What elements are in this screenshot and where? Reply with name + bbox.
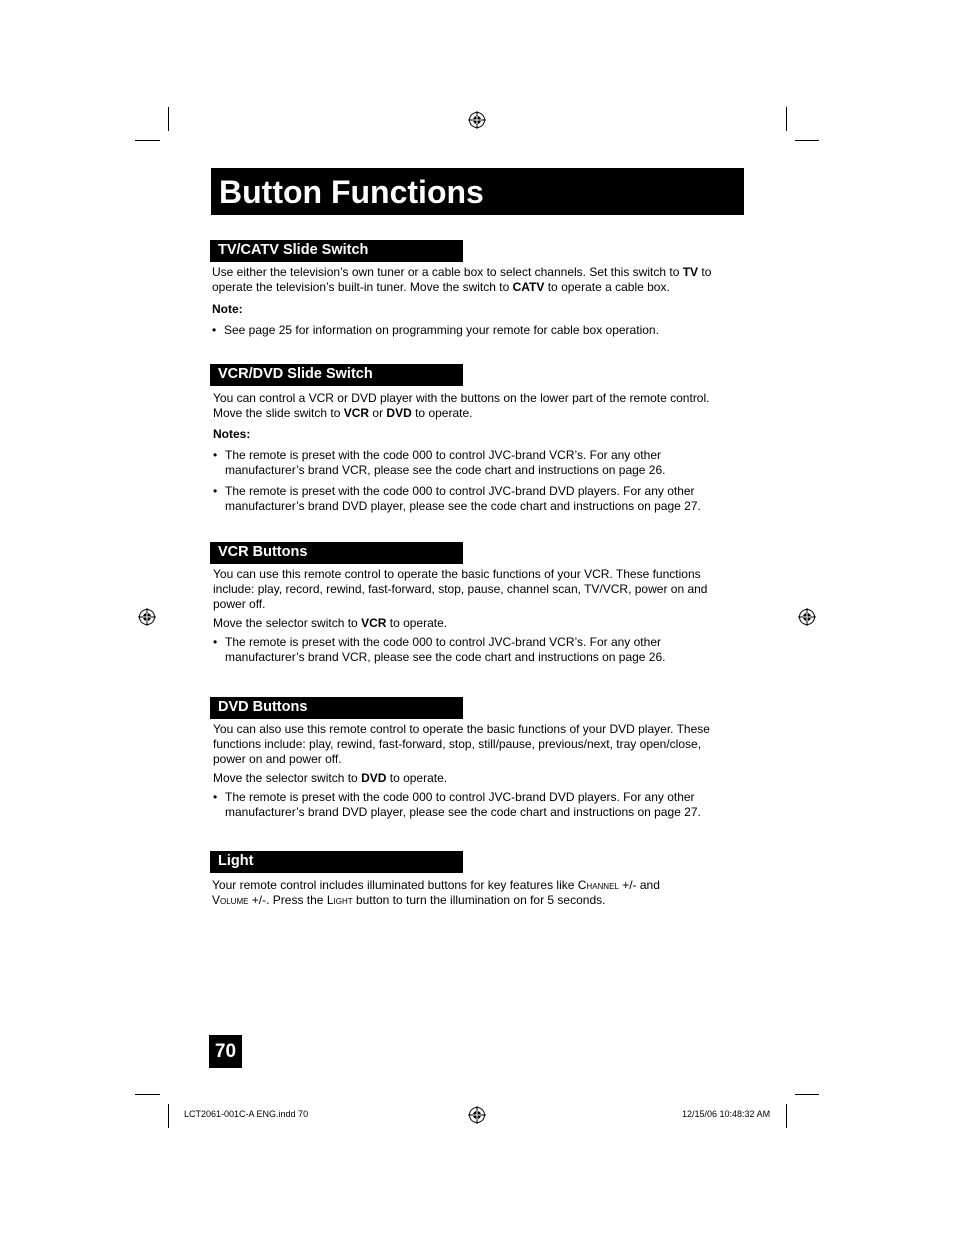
- text: Move the selector switch to: [213, 616, 362, 630]
- paragraph: [212, 280, 670, 295]
- paragraph: power off.: [213, 597, 266, 611]
- text: to operate.: [386, 616, 448, 630]
- bullet-icon: •: [213, 635, 218, 649]
- text: operate the television’s built-in tuner. Move the switch to: [212, 280, 513, 294]
- section-heading-text: Light: [218, 853, 254, 869]
- text: +/- and: [618, 878, 660, 892]
- bold-text: TV: [682, 265, 699, 279]
- bold-text: VCR: [343, 406, 370, 420]
- small-caps-text: Light: [326, 893, 353, 907]
- paragraph: [212, 265, 711, 280]
- paragraph: [212, 893, 605, 908]
- bullet-text: The remote is preset with the code 000 to control JVC-brand DVD players. For any other: [225, 790, 695, 804]
- page-number: 70: [209, 1035, 242, 1068]
- page-title-bar: [211, 168, 744, 215]
- bullet-icon: •: [213, 484, 218, 498]
- paragraph: [213, 406, 472, 421]
- bullet-icon: •: [212, 323, 217, 337]
- crop-mark: [795, 1094, 819, 1095]
- bullet-text: manufacturer’s brand DVD player, please see the code chart and instructions on page 27.: [225, 499, 701, 513]
- text: Move the selector switch to: [213, 771, 362, 785]
- paragraph: [212, 878, 660, 893]
- section-heading-vcr-dvd: [210, 364, 463, 386]
- bullet-text: manufacturer’s brand VCR, please see the code chart and instructions on page 26.: [225, 650, 666, 664]
- bullet-icon: •: [213, 448, 218, 462]
- bold-text: DVD: [386, 406, 412, 420]
- section-heading-light: [210, 851, 463, 873]
- bold-text: DVD: [361, 771, 387, 785]
- bullet-text: The remote is preset with the code 000 to control JVC-brand DVD players. For any other: [225, 484, 695, 498]
- section-heading-dvd-buttons: [210, 697, 463, 719]
- section-heading-vcr-buttons: [210, 542, 463, 564]
- bold-text: VCR: [361, 616, 387, 630]
- text: to operate.: [386, 771, 448, 785]
- section-heading-text: VCR/DVD Slide Switch: [218, 366, 373, 382]
- paragraph: You can control a VCR or DVD player with the buttons on the lower part of the remote control.: [213, 391, 710, 405]
- registration-mark-icon: [138, 608, 156, 626]
- paragraph: functions include: play, rewind, fast-forward, stop, still/pause, previous/next, tray open/close,: [213, 737, 702, 751]
- footer-timestamp: 12/15/06 10:48:32 AM: [682, 1109, 771, 1119]
- text: Move the slide switch to: [213, 406, 344, 420]
- crop-mark: [135, 140, 160, 141]
- crop-mark: [786, 1104, 787, 1128]
- page-title: Button Functions: [219, 174, 484, 210]
- section-heading-text: DVD Buttons: [218, 699, 308, 715]
- registration-mark-icon: [468, 111, 486, 129]
- crop-mark: [786, 107, 787, 131]
- paragraph: You can use this remote control to operate the basic functions of your VCR. These functions: [213, 567, 701, 581]
- section-heading-text: VCR Buttons: [218, 544, 308, 560]
- text: Use either the television’s own tuner or a cable box to select channels. Set this switch to: [212, 265, 683, 279]
- notes-label: Notes:: [213, 427, 251, 441]
- bullet-icon: •: [213, 790, 218, 804]
- text: or: [369, 406, 387, 420]
- text: to: [698, 265, 712, 279]
- text: button to turn the illumination on for 5 seconds.: [352, 893, 606, 907]
- small-caps-text: Channel: [577, 878, 619, 892]
- bullet-text: The remote is preset with the code 000 to control JVC-brand VCR’s. For any other: [225, 448, 661, 462]
- bullet-text: The remote is preset with the code 000 to control JVC-brand VCR’s. For any other: [225, 635, 661, 649]
- paragraph: [213, 616, 447, 631]
- crop-mark: [135, 1094, 160, 1095]
- text: Your remote control includes illuminated buttons for key features like: [212, 878, 578, 892]
- bullet-text: manufacturer’s brand DVD player, please see the code chart and instructions on page 27.: [225, 805, 701, 819]
- bullet-text: manufacturer’s brand VCR, please see the code chart and instructions on page 26.: [225, 463, 666, 477]
- text: +/-. Press the: [248, 893, 327, 907]
- paragraph: [213, 771, 447, 786]
- footer-file-info: LCT2061-001C-A ENG.indd 70: [184, 1109, 309, 1119]
- small-caps-text: Volume: [212, 893, 249, 907]
- bullet-text: See page 25 for information on programming your remote for cable box operation.: [224, 323, 659, 337]
- note-label: Note:: [212, 302, 243, 316]
- crop-mark: [168, 107, 169, 131]
- crop-mark: [795, 140, 819, 141]
- paragraph: power on and power off.: [213, 752, 342, 766]
- crop-mark: [168, 1104, 169, 1128]
- section-heading-tv-catv: [210, 240, 463, 262]
- registration-mark-icon: [468, 1106, 486, 1124]
- text: to operate.: [411, 406, 473, 420]
- text: to operate a cable box.: [544, 280, 670, 294]
- bold-text: CATV: [512, 280, 545, 294]
- paragraph: include: play, record, rewind, fast-forward, stop, pause, channel scan, TV/VCR, power on and: [213, 582, 708, 596]
- registration-mark-icon: [798, 608, 816, 626]
- paragraph: You can also use this remote control to operate the basic functions of your DVD player. These: [213, 722, 710, 736]
- section-heading-text: TV/CATV Slide Switch: [218, 242, 369, 258]
